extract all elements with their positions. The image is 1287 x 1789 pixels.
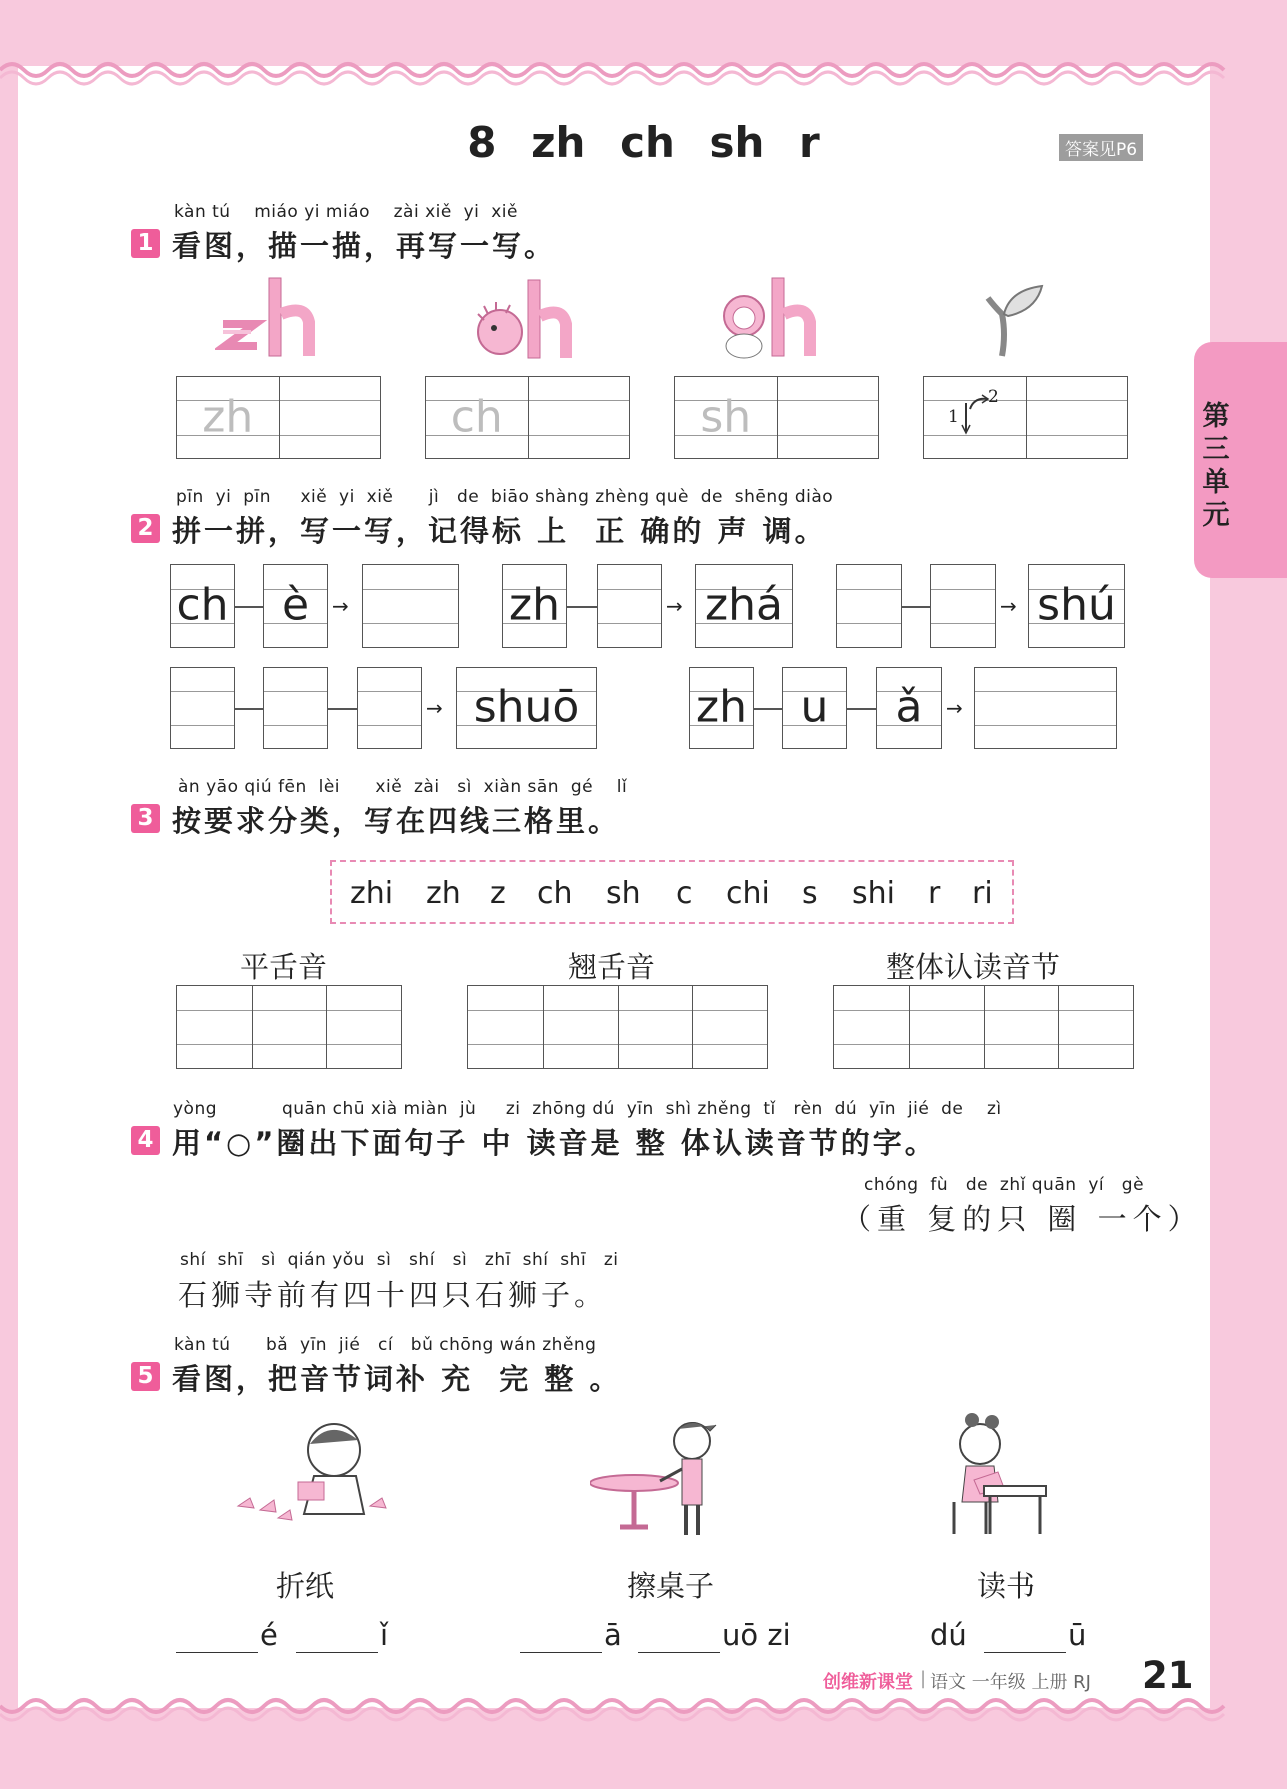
pinyin-final: uō zi [722, 1618, 791, 1652]
q1-trace-zh: zh [202, 390, 254, 442]
whole-syllable-writing-grid[interactable] [833, 985, 1134, 1069]
syllable: ri [972, 876, 993, 911]
footer-brand: 创维新课堂 [823, 1672, 913, 1693]
page-number: 21 [1142, 1654, 1194, 1697]
q1-box-ch[interactable] [425, 376, 630, 459]
syllable: c [676, 876, 693, 911]
pinyin-final: ǐ [380, 1618, 389, 1652]
arrow-icon: → [1000, 594, 1017, 618]
arrow-icon: → [666, 594, 683, 618]
q3-instruction: 按要求分类，写在四线三格里。 [172, 804, 621, 838]
q4-pinyin: yòng quān chū xià miàn jù zi zhōng dú yīn shì zhěng tǐ rèn dú yīn jié de zì [173, 1099, 1002, 1119]
q2-box[interactable] [170, 667, 235, 749]
pinyin-blank[interactable] [984, 1622, 1066, 1653]
syllable-bank [330, 860, 1014, 924]
q2-box[interactable] [876, 667, 942, 749]
q2-result: shú [1037, 579, 1116, 631]
q5-number: 5 [131, 1362, 160, 1391]
footer-separator: | [920, 1668, 927, 1689]
q2-box[interactable] [502, 564, 567, 648]
r-stroke-order-icon [952, 387, 1012, 449]
zh-chair-picture [215, 274, 325, 360]
q1-instruction: 看图，描一描，再写一写。 [172, 229, 557, 263]
q2-box[interactable] [263, 667, 328, 749]
stroke-label-one: 1 [948, 407, 959, 427]
syllable: zhi [350, 876, 394, 911]
pinyin-blank[interactable] [520, 1622, 602, 1653]
q2-number: 2 [131, 514, 160, 543]
r-sprout-picture [980, 284, 1050, 358]
q5-instruction: 看图，把音节词补 充 完 整 。 [172, 1362, 622, 1396]
q2-part: zh [509, 579, 560, 631]
arrow-icon: → [426, 696, 443, 720]
pinyin-blank[interactable] [638, 1622, 720, 1653]
q4-sentence-pinyin: shí shī sì qián yǒu sì shí sì zhī shí shī zi [180, 1250, 619, 1270]
syllable: shi [852, 876, 895, 911]
q1-box-sh[interactable] [674, 376, 879, 459]
footer-info: 语文 一年级 上册 RJ [930, 1672, 1091, 1693]
syllable: z [490, 876, 506, 911]
q2-result: shuō [473, 681, 580, 733]
q5-word: 折纸 [276, 1569, 335, 1603]
syllable: r [928, 876, 941, 911]
q2-box[interactable] [170, 564, 235, 648]
q2-part: u [800, 681, 829, 733]
category-label-flat: 平舌音 [240, 950, 328, 984]
q1-trace-sh: sh [700, 390, 752, 442]
q2-answer-box[interactable] [974, 667, 1117, 749]
page-title: 8 zh ch sh r [467, 118, 820, 167]
syllable: sh [606, 876, 641, 911]
q4-sentence[interactable]: 石狮寺前有四十四只石狮子。 [178, 1278, 608, 1312]
sh-lion-picture [710, 272, 820, 362]
connector-line [235, 708, 263, 710]
q2-box[interactable] [263, 564, 328, 648]
pinyin-final: é [260, 1618, 278, 1652]
connector-line [847, 708, 876, 710]
q2-pinyin: pīn yi pīn xiě yi xiě jì de biāo shàng zhèng què de shēng diào [176, 487, 834, 507]
q2-part: ch [176, 579, 229, 631]
connector-line [754, 708, 782, 710]
q2-answer-box[interactable] [456, 667, 597, 749]
q4-note-pinyin: chóng fù de zhǐ quān yí gè [864, 1175, 1145, 1195]
category-label-retroflex: 翘舌音 [568, 950, 656, 984]
pinyin-final: ā [604, 1618, 622, 1652]
connector-line [567, 606, 597, 608]
q2-answer-box[interactable] [362, 564, 459, 648]
q4-number: 4 [131, 1126, 160, 1155]
q5-word: 擦桌子 [627, 1569, 715, 1603]
answer-reference: 答案见P6 [1059, 134, 1143, 161]
q1-box-r[interactable] [923, 376, 1128, 459]
q2-part: ǎ [895, 681, 923, 733]
q2-box[interactable] [836, 564, 902, 648]
q2-part: zh [696, 681, 747, 733]
syllable: chi [726, 876, 770, 911]
q2-part: è [281, 579, 310, 631]
top-wave-border [0, 40, 1287, 86]
q3-number: 3 [131, 804, 160, 833]
retroflex-writing-grid[interactable] [467, 985, 768, 1069]
ch-hedgehog-picture [470, 276, 580, 362]
pinyin-blank[interactable] [176, 1622, 258, 1653]
q1-pinyin: kàn tú miáo yi miáo zài xiě yi xiě [174, 202, 518, 222]
q2-box[interactable] [597, 564, 662, 648]
arrow-icon: → [332, 594, 349, 618]
pinyin-prefix: dú [930, 1618, 967, 1652]
q4-instruction: 用“○”圈出下面句子 中 读音是 整 体认读音节的字。 [172, 1126, 937, 1160]
q2-box[interactable] [930, 564, 996, 648]
category-label-whole: 整体认读音节 [886, 950, 1061, 984]
arrow-icon: → [946, 696, 963, 720]
syllable: s [802, 876, 818, 911]
syllable: zh [426, 876, 461, 911]
q2-instruction: 拼一拼，写一写，记得标 上 正 确的 声 调。 [172, 514, 827, 548]
q1-trace-ch: ch [450, 390, 503, 442]
connector-line [328, 708, 357, 710]
q4-note: （重 复的只 圈 一个） [842, 1202, 1203, 1236]
girl-wiping-table-picture [590, 1415, 730, 1543]
q2-result: zhá [705, 579, 783, 631]
q2-box[interactable] [689, 667, 754, 749]
q2-answer-box[interactable] [695, 564, 793, 648]
q3-pinyin: àn yāo qiú fēn lèi xiě zài sì xiàn sān gé lǐ [178, 777, 628, 797]
stroke-label-two: 2 [988, 387, 999, 407]
pinyin-blank[interactable] [296, 1622, 378, 1653]
connector-line [235, 606, 263, 608]
q2-answer-box[interactable] [1028, 564, 1125, 648]
q2-box[interactable] [357, 667, 422, 749]
flat-tongue-writing-grid[interactable] [176, 985, 402, 1069]
q5-word: 读书 [977, 1569, 1036, 1603]
girl-reading-picture [940, 1410, 1050, 1538]
connector-line [902, 606, 930, 608]
q5-pinyin: kàn tú bǎ yīn jié cí bǔ chōng wán zhěng [174, 1335, 597, 1355]
syllable: ch [537, 876, 573, 911]
q1-number: 1 [131, 229, 160, 258]
q2-box[interactable] [782, 667, 847, 749]
unit-tab-label: 第三单元 [1202, 401, 1230, 531]
bottom-wave-border [0, 1696, 1287, 1736]
q1-box-zh[interactable] [176, 376, 381, 459]
pinyin-final: ū [1068, 1618, 1087, 1652]
boy-folding-paper-picture [230, 1418, 400, 1530]
